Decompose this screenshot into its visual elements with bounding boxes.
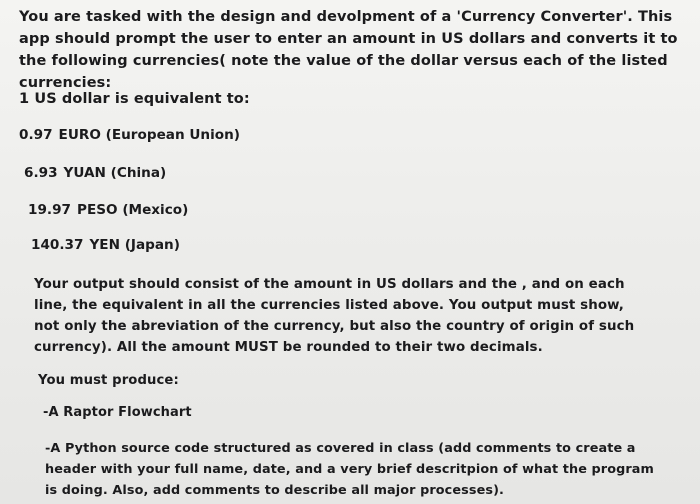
- rate-currency: YEN (Japan): [89, 237, 180, 253]
- output-instructions-paragraph: Your output should consist of the amount in US dollars and the , and on each line, the equivalent in all the currencies listed above. You output must show, not only the abreviation of the currency, but also the country of origin of such currency). All the amount MUST be rounded to their two decimals.: [34, 277, 635, 355]
- rate-item-yuan: [24, 164, 166, 182]
- deliverable-python-source-code: -A Python source code structured as covered in class (add comments to create a header with your full name, date, and a very brief descritpion of what the program is doing. Also, add comments to describe all major processes).: [45, 441, 654, 498]
- rate-item-peso: [28, 201, 188, 219]
- intro-paragraph: You are tasked with the design and devolpment of a 'Currency Converter'. This app should prompt the user to enter an amount in US dollars and converts it to the following currencies( note the value of the dollar versus each of the listed currencies:: [19, 9, 678, 91]
- equivalence-label: 1 US dollar is equivalent to:: [19, 91, 250, 107]
- rate-item-yen: [31, 236, 180, 254]
- deliverable-raptor-flowchart: -A Raptor Flowchart: [43, 405, 192, 420]
- rate-amount: 19.97: [28, 202, 71, 218]
- rate-currency: PESO (Mexico): [77, 202, 189, 218]
- rate-currency: YUAN (China): [63, 165, 167, 181]
- rate-currency: EURO (European Union): [58, 127, 240, 143]
- rate-amount: 6.93: [24, 165, 58, 181]
- rate-amount: 0.97: [19, 127, 53, 143]
- produce-label: You must produce:: [38, 373, 179, 388]
- rate-amount: 140.37: [31, 237, 84, 253]
- rate-item-euro: [19, 126, 240, 144]
